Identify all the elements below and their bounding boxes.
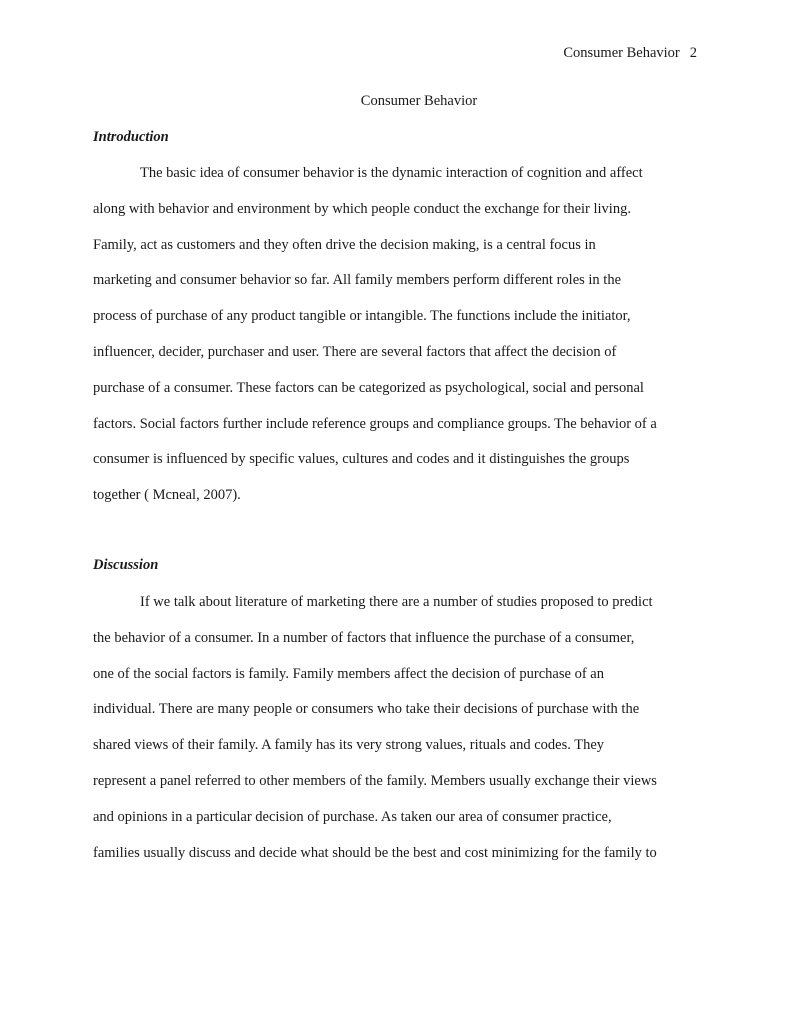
paragraph-line: families usually discuss and decide what should be the best and cost minimizing for the family to	[93, 844, 657, 861]
paragraph-line: shared views of their family. A family has its very strong values, rituals and codes. They	[93, 737, 605, 754]
paragraph-line: process of purchase of any product tangible or intangible. The functions include the initiator,	[93, 308, 631, 325]
paragraph-line: one of the social factors is family. Family members affect the decision of purchase of an	[93, 665, 604, 682]
document-title: Consumer Behavior	[360, 93, 478, 109]
paragraph-line: The basic idea of consumer behavior is the dynamic interaction of cognition and affect	[140, 165, 643, 181]
paragraph-line: purchase of a consumer. These factors can be categorized as psychological, social and personal	[93, 379, 644, 396]
paragraph-line: If we talk about literature of marketing there are a number of studies proposed to predict	[140, 594, 653, 610]
paragraph-line: factors. Social factors further include reference groups and compliance groups. The behavior of a	[93, 415, 657, 432]
section-heading-introduction: Introduction	[93, 129, 169, 145]
section-heading-discussion: Discussion	[93, 557, 159, 573]
section-body-introduction	[93, 156, 705, 514]
paragraph-line: Family, act as customers and they often drive the decision making, is a central focus in	[93, 236, 596, 253]
paragraph-line: represent a panel referred to other members of the family. Members usually exchange their views	[93, 772, 657, 789]
paragraph-line: and opinions in a particular decision of purchase. As taken our area of consumer practice,	[93, 808, 612, 825]
paragraph-line: influencer, decider, purchaser and user. There are several factors that affect the decision of	[93, 343, 617, 360]
paragraph-line: the behavior of a consumer. In a number of factors that influence the purchase of a consumer,	[93, 629, 635, 646]
paragraph-line: individual. There are many people or consumers who take their decisions of purchase with the	[93, 701, 640, 718]
section-body-discussion	[93, 585, 705, 871]
paragraph-line: marketing and consumer behavior so far. All family members perform different roles in the	[93, 272, 622, 289]
paragraph-line: together ( Mcneal, 2007).	[93, 487, 241, 504]
paragraph-line: consumer is influenced by specific values, cultures and codes and it distinguishes the groups	[93, 451, 630, 468]
paragraph-line: along with behavior and environment by which people conduct the exchange for their living.	[93, 200, 631, 217]
running-header	[563, 45, 697, 62]
page-number: 2	[689, 45, 697, 61]
running-header-title: Consumer Behavior	[563, 45, 680, 61]
